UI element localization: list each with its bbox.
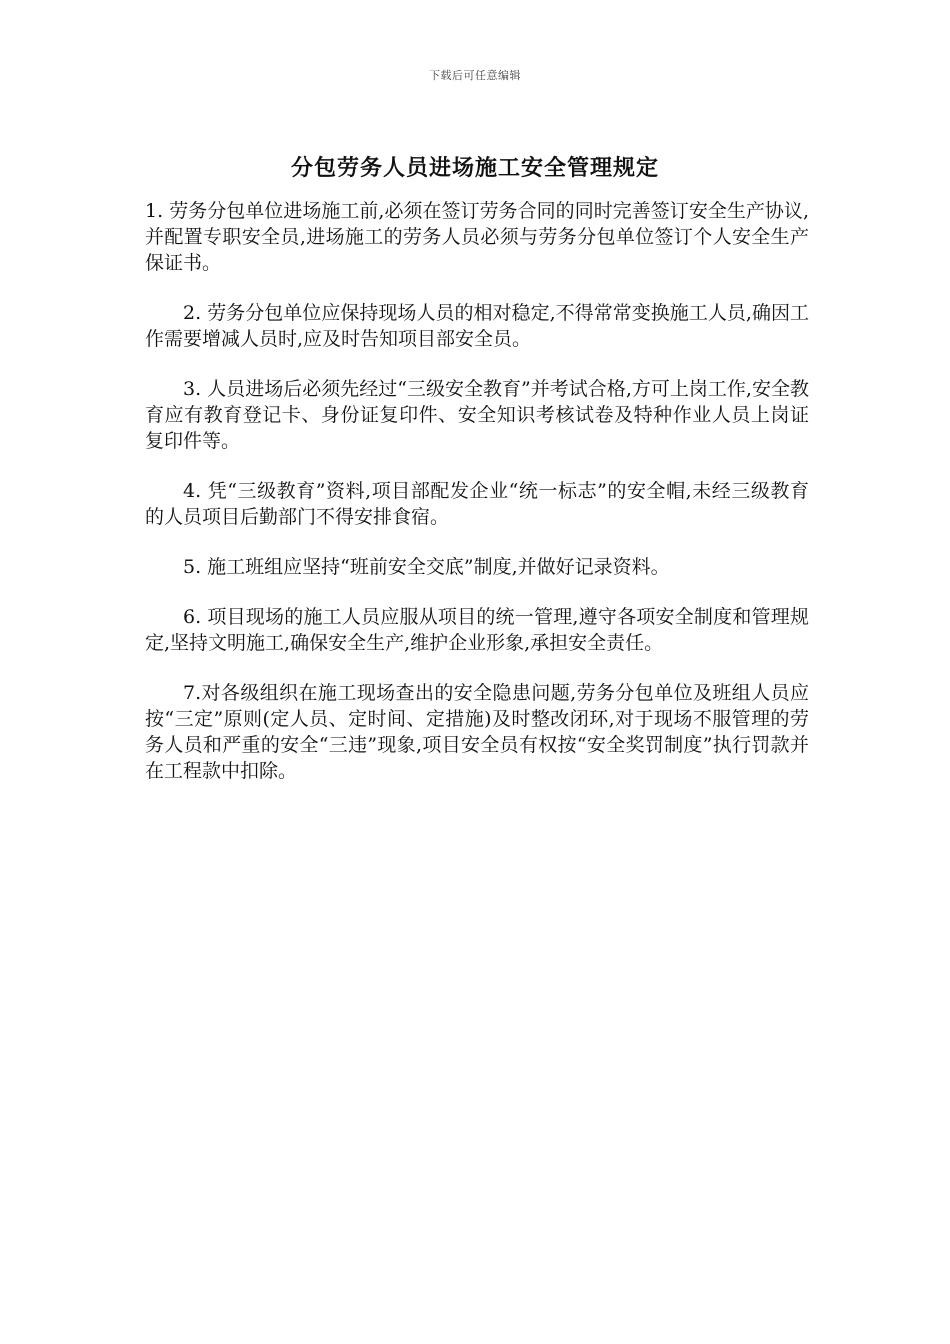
- paragraph-7: 7.对各级组织在施工现场查出的安全隐患问题,劳务分包单位及班组人员应按“三定”原则(定人员、定时间、定措施)及时整改闭环,对于现场不服管理的劳务人员和严重的安全“三违”现象,项目安全员有权按“安全奖罚制度”执行罚款并在工程款中扣除。: [145, 682, 809, 782]
- paragraph-1: 1. 劳务分包单位进场施工前,必须在签订劳务合同的同时完善签订安全生产协议,并配置专职安全员,进场施工的劳务人员必须与劳务分包单位签订个人安全生产保证书。: [145, 200, 809, 274]
- header-note: 下载后可任意编辑: [429, 69, 521, 82]
- paragraph-2: 2. 劳务分包单位应保持现场人员的相对稳定,不得常常变换施工人员,确因工作需要增减人员时,应及时告知项目部安全员。: [145, 302, 809, 350]
- document-body: [145, 198, 809, 808]
- paragraph-4: 4. 凭“三级教育”资料,项目部配发企业“统一标志”的安全帽,未经三级教育的人员项目后勤部门不得安排食宿。: [145, 480, 809, 528]
- paragraph-6: 6. 项目现场的施工人员应服从项目的统一管理,遵守各项安全制度和管理规定,坚持文明施工,确保安全生产,维护企业形象,承担安全责任。: [145, 606, 809, 654]
- paragraph-3: 3. 人员进场后必须先经过“三级安全教育”并考试合格,方可上岗工作,安全教育应有教育登记卡、身份证复印件、安全知识考核试卷及特种作业人员上岗证复印件等。: [145, 378, 809, 452]
- paragraph-5: 5. 施工班组应坚持“班前安全交底”制度,并做好记录资料。: [183, 556, 670, 578]
- document-title: 分包劳务人员进场施工安全管理规定: [290, 155, 659, 181]
